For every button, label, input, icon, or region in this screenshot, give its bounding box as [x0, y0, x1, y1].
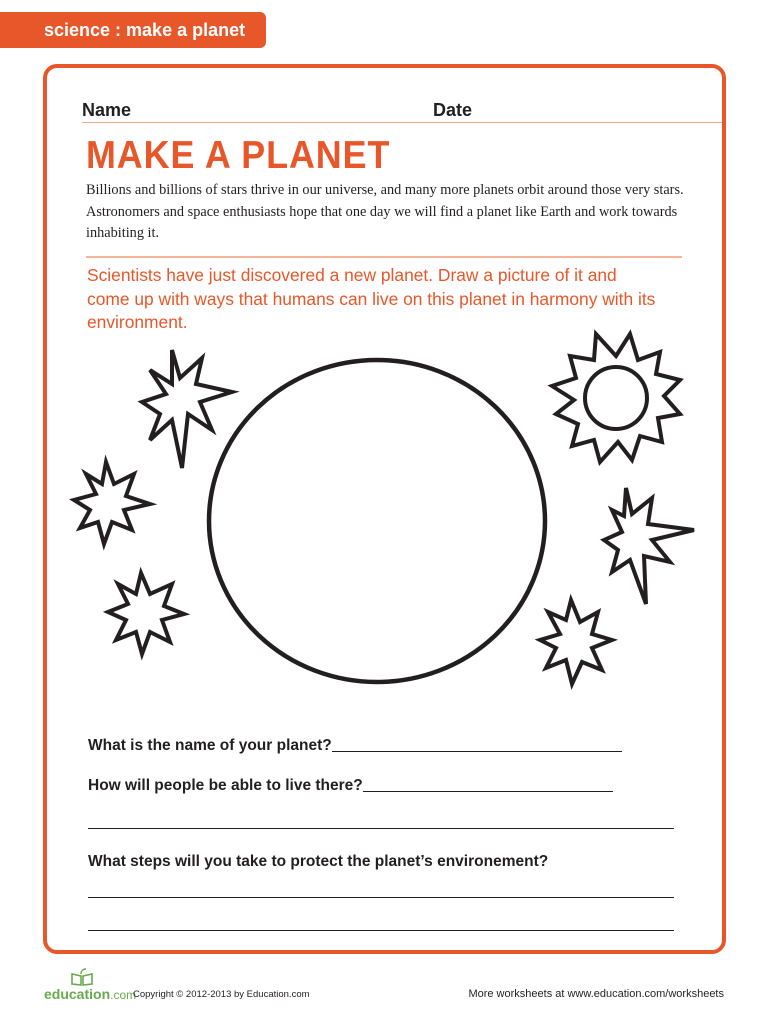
intro-paragraph: Billions and billions of stars thrive in our universe, and many more planets orbit around those very stars. Astronomers and space enthusiasts hope that one day we will find a planet like Earth and work towards inhabiting it.: [86, 182, 684, 241]
logo-text: education: [44, 986, 111, 1002]
question-planet-name-label: What is the name of your planet?: [88, 737, 332, 754]
answer-line-live-there[interactable]: [88, 828, 674, 829]
star-burst-icon: [604, 488, 694, 604]
question-planet-name: [88, 737, 622, 755]
answer-blank-live-there[interactable]: [363, 790, 613, 792]
star-burst-icon: [108, 573, 184, 654]
planet-drawing-area[interactable]: [209, 360, 545, 682]
star-burst-icon: [142, 350, 232, 468]
star-burst-icon: [540, 600, 612, 684]
answer-blank-planet-name[interactable]: [332, 750, 622, 752]
date-label: Date: [433, 100, 473, 120]
sun-icon: [552, 334, 680, 462]
logo-suffix: .com: [110, 988, 137, 1002]
drawing-prompt: Scientists have just discovered a new planet. Draw a picture of it and come up with ways that humans can live on this planet in harmony with its environment.: [87, 265, 656, 332]
star-burst-icon: [74, 462, 150, 544]
book-icon: [70, 968, 94, 986]
more-worksheets-link[interactable]: More worksheets at www.education.com/worksheets: [468, 988, 724, 1000]
question-protect-environment-label: What steps will you take to protect the planet’s environement?: [88, 853, 549, 870]
name-label: Name: [82, 100, 132, 120]
page-title: MAKE A PLANET: [86, 134, 391, 177]
question-protect-environment: [88, 853, 548, 871]
subject-tab: science : make a planet: [0, 12, 266, 48]
answer-line-protect-2[interactable]: [88, 930, 674, 931]
question-live-there-label: How will people be able to live there?: [88, 777, 363, 794]
answer-line-protect-1[interactable]: [88, 897, 674, 898]
question-live-there: [88, 777, 613, 795]
education-logo[interactable]: [44, 986, 136, 1002]
copyright-text: Copyright © 2012-2013 by Education.com: [133, 989, 310, 1000]
